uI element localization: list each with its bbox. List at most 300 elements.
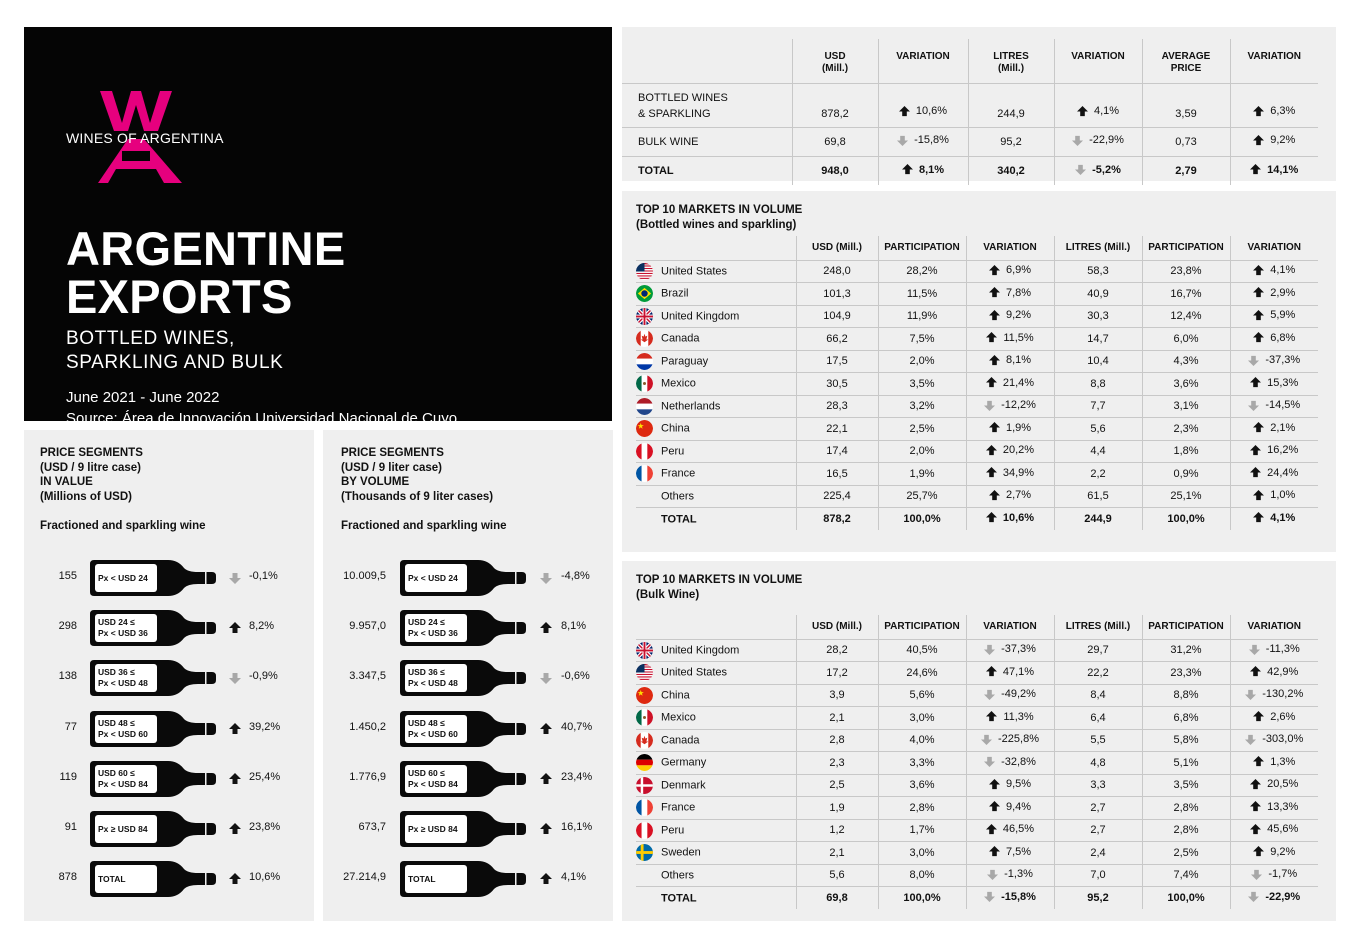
participation-cell: 3,1% <box>1142 395 1230 418</box>
country-name: Others <box>661 490 695 503</box>
variation-value: -22,9% <box>1089 134 1124 147</box>
segment-value: 27.214,9 <box>343 871 386 884</box>
variation <box>902 164 944 176</box>
variation-value: -1,7% <box>1268 868 1298 880</box>
variation <box>1250 801 1298 813</box>
variation-cell <box>1230 774 1318 797</box>
variation-cell <box>966 887 1054 910</box>
variation <box>986 377 1034 389</box>
arrow-down-icon <box>1248 355 1259 366</box>
variation <box>1253 332 1295 344</box>
price-segments-volume-panel <box>323 430 613 921</box>
summary-row <box>622 156 1318 185</box>
variation-cell <box>966 707 1054 730</box>
variation-value: 2,6% <box>1270 710 1296 723</box>
bulk-market-row <box>636 819 1318 842</box>
bottled-market-row <box>636 395 1318 418</box>
arrow-up-icon <box>1253 135 1264 146</box>
segment-variation: 16,1% <box>561 821 593 833</box>
participation-cell: 6,8% <box>1142 707 1230 730</box>
variation <box>1253 846 1295 858</box>
segment-row <box>24 658 314 698</box>
country-name: China <box>661 689 690 702</box>
participation-cell: 7,5% <box>878 328 966 351</box>
bottled-market-row <box>636 328 1318 351</box>
segment-variation: -0,9% <box>249 670 278 683</box>
usd-cell: 2,5 <box>796 774 878 797</box>
variation-value: 9,2% <box>1005 309 1032 321</box>
country-name: United States <box>661 666 728 679</box>
summary-cell: 340,2 <box>968 156 1054 185</box>
variation-value: 45,6% <box>1267 823 1299 835</box>
summary-cell: 2,79 <box>1142 156 1230 185</box>
bottled-market-row <box>636 485 1318 508</box>
segment-label: Px ≥ USD 84 <box>408 823 458 834</box>
arrow-up-icon <box>986 711 997 722</box>
variation <box>1075 164 1121 176</box>
variation-value: 42,9% <box>1267 665 1299 678</box>
summary-row-label: BOTTLED WINES & SPARKLING <box>622 83 792 127</box>
participation-cell: 3,5% <box>878 373 966 396</box>
br-flag-icon <box>636 285 653 302</box>
arrow-down-icon <box>1248 891 1259 902</box>
bulk-market-row <box>636 752 1318 775</box>
variation <box>986 467 1034 479</box>
country-name: Denmark <box>661 779 706 792</box>
variation-value: 2,1% <box>1270 421 1296 434</box>
usd-cell: 17,5 <box>796 350 878 373</box>
segment-row <box>323 709 613 749</box>
litres-cell: 58,3 <box>1054 260 1142 283</box>
variation-value: 6,3% <box>1270 105 1296 117</box>
usd-cell: 3,9 <box>796 684 878 707</box>
title-line-1: ARGENTINE <box>66 222 346 275</box>
variation-cell <box>1230 842 1318 865</box>
variation-value: 6,9% <box>1005 264 1032 276</box>
variation-value: -49,2% <box>1001 688 1036 700</box>
segment-arrow <box>540 872 554 886</box>
participation-cell: 2,8% <box>878 797 966 820</box>
participation-cell: 2,0% <box>878 440 966 463</box>
variation-cell <box>966 684 1054 707</box>
variation-value: 5,9% <box>1270 309 1296 321</box>
summary-variation-cell <box>1054 83 1142 127</box>
country-cell <box>636 662 796 685</box>
participation-cell: 2,8% <box>1142 797 1230 820</box>
arrow-up-icon <box>1253 287 1264 298</box>
arrow-up-icon <box>1253 490 1264 501</box>
variation-cell <box>966 819 1054 842</box>
arrow-up-icon <box>229 622 241 634</box>
pe-flag-icon <box>636 443 653 460</box>
variation-value: 7,8% <box>1005 286 1032 299</box>
variation-value: -12,2% <box>1001 399 1036 411</box>
arrow-down-icon <box>984 689 995 700</box>
arrow-up-icon <box>1250 779 1261 790</box>
mx-flag-icon <box>636 709 653 726</box>
arrow-up-icon <box>1253 846 1264 857</box>
summary-header-cell: VARIATION <box>1230 39 1318 83</box>
segment-variation: -0,1% <box>249 570 278 582</box>
segment-variation: 25,4% <box>249 770 281 783</box>
country-cell <box>636 373 796 396</box>
country-name: United States <box>661 265 728 278</box>
variation-cell <box>966 395 1054 418</box>
summary-variation-cell <box>878 83 968 127</box>
participation-cell: 4,0% <box>878 729 966 752</box>
variation <box>984 399 1036 411</box>
segment-label: TOTAL <box>408 873 436 884</box>
bottled-header-cell: VARIATION <box>966 236 1054 260</box>
participation-cell: 3,6% <box>878 774 966 797</box>
variation-value: 9,2% <box>1270 845 1296 858</box>
segment-arrow <box>229 872 243 886</box>
variation <box>1253 711 1295 723</box>
variation <box>1253 287 1295 299</box>
arrow-down-icon <box>984 644 995 655</box>
segment-arrow <box>540 621 554 635</box>
country-name: Germany <box>661 756 707 769</box>
variation-value: -37,3% <box>1001 643 1036 655</box>
variation-value: -15,8% <box>914 134 949 147</box>
arrow-down-icon <box>1251 869 1262 880</box>
country-cell <box>636 729 796 752</box>
segment-value: 878 <box>58 871 77 884</box>
segment-label: USD 24 ≤ Px < USD 36 <box>98 617 148 639</box>
usd-cell: 2,1 <box>796 842 878 865</box>
participation-cell: 2,5% <box>1142 842 1230 865</box>
segment-label: Px < USD 24 <box>408 572 458 583</box>
bottled-header-cell <box>636 236 796 260</box>
bulk-market-row <box>636 864 1318 887</box>
arrow-up-icon <box>540 723 552 735</box>
bulk-header-cell: VARIATION <box>1230 615 1318 639</box>
usd-cell: 28,2 <box>796 639 878 662</box>
summary-variation-cell <box>878 127 968 156</box>
arrow-down-icon <box>984 756 995 767</box>
participation-cell: 100,0% <box>1142 508 1230 531</box>
participation-cell: 0,9% <box>1142 463 1230 486</box>
litres-cell: 22,2 <box>1054 662 1142 685</box>
variation-value: 21,4% <box>1002 376 1035 389</box>
variation-value: -11,3% <box>1265 643 1300 655</box>
variation <box>1248 399 1300 411</box>
variation-cell <box>966 463 1054 486</box>
variation-value: -32,8% <box>1001 755 1036 768</box>
segment-arrow <box>229 571 243 585</box>
variation <box>987 868 1033 880</box>
summary-variation-cell <box>1054 156 1142 185</box>
variation-cell <box>1230 260 1318 283</box>
country-name: Sweden <box>661 846 701 859</box>
country-name: Others <box>661 869 695 882</box>
variation-cell <box>966 797 1054 820</box>
arrow-up-icon <box>989 801 1000 812</box>
usd-cell: 2,1 <box>796 707 878 730</box>
bulk-market-row <box>636 662 1318 685</box>
arrow-up-icon <box>989 287 1000 298</box>
bulk-market-row <box>636 842 1318 865</box>
variation <box>989 264 1031 276</box>
arrow-up-icon <box>1253 310 1264 321</box>
segment-row <box>24 608 314 648</box>
participation-cell: 100,0% <box>878 508 966 531</box>
segment-value: 1.776,9 <box>349 770 386 783</box>
variation-value: 9,4% <box>1005 800 1032 813</box>
variation-cell <box>1230 305 1318 328</box>
variation <box>986 444 1034 456</box>
bottled-market-row <box>636 373 1318 396</box>
bulk-markets-title: TOP 10 MARKETS IN VOLUME (Bulk Wine) <box>636 574 803 601</box>
arrow-up-icon <box>1250 467 1261 478</box>
variation-value: -37,3% <box>1265 354 1301 366</box>
variation-cell <box>966 373 1054 396</box>
variation-cell <box>1230 887 1318 910</box>
arrow-up-icon <box>229 773 241 785</box>
summary-cell: 69,8 <box>792 127 878 156</box>
arrow-down-icon <box>1245 734 1256 745</box>
litres-cell: 6,4 <box>1054 707 1142 730</box>
usd-cell: 17,2 <box>796 662 878 685</box>
arrow-up-icon <box>229 873 241 885</box>
country-cell <box>636 508 796 531</box>
variation-cell <box>966 774 1054 797</box>
variation <box>897 134 949 146</box>
arrow-up-icon <box>1253 422 1264 433</box>
variation <box>1072 134 1124 146</box>
bottled-market-row <box>636 440 1318 463</box>
usd-cell: 17,4 <box>796 440 878 463</box>
participation-cell: 6,0% <box>1142 328 1230 351</box>
brand-name: WINES OF ARGENTINA <box>66 130 224 146</box>
litres-cell: 8,4 <box>1054 684 1142 707</box>
price-segments-value-panel <box>24 430 314 921</box>
bottled-market-row <box>636 283 1318 306</box>
variation-cell <box>966 485 1054 508</box>
variation-value: -130,2% <box>1262 688 1304 700</box>
arrow-up-icon <box>989 490 1000 501</box>
bulk-market-row <box>636 639 1318 662</box>
arrow-down-icon <box>981 734 992 745</box>
segment-label: Px ≥ USD 84 <box>98 823 148 834</box>
segment-label: USD 48 ≤ Px < USD 60 <box>98 717 148 739</box>
arrow-up-icon <box>1250 824 1261 835</box>
variation <box>1253 422 1295 434</box>
arrow-up-icon <box>1250 377 1261 388</box>
bottled-total-row <box>636 508 1318 531</box>
usd-cell: 5,6 <box>796 864 878 887</box>
variation-cell <box>1230 508 1318 531</box>
participation-cell: 5,6% <box>878 684 966 707</box>
summary-panel <box>622 27 1336 181</box>
variation <box>1253 512 1295 524</box>
participation-cell: 3,5% <box>1142 774 1230 797</box>
arrow-up-icon <box>986 666 997 677</box>
variation-value: 4,1% <box>1270 264 1296 276</box>
segment-value: 673,7 <box>358 821 386 833</box>
summary-header-cell: VARIATION <box>1054 39 1142 83</box>
litres-cell: 244,9 <box>1054 508 1142 531</box>
variation-value: 6,8% <box>1270 331 1296 344</box>
usd-cell: 1,2 <box>796 819 878 842</box>
variation <box>899 105 947 117</box>
variation-value: 9,5% <box>1005 778 1032 790</box>
arrow-up-icon <box>229 823 241 835</box>
variation-cell <box>1230 328 1318 351</box>
arrow-up-icon <box>989 265 1000 276</box>
country-cell <box>636 774 796 797</box>
variation-cell <box>966 752 1054 775</box>
variation <box>1248 354 1300 366</box>
variation-value: 8,1% <box>1005 354 1032 366</box>
arrow-up-icon <box>540 873 552 885</box>
summary-header-cell <box>622 39 792 83</box>
country-name: Mexico <box>661 711 696 724</box>
participation-cell: 24,6% <box>878 662 966 685</box>
summary-row-label: TOTAL <box>638 164 674 177</box>
country-name: Netherlands <box>661 400 721 413</box>
arrow-down-icon <box>984 400 995 411</box>
participation-cell: 1,7% <box>878 819 966 842</box>
bottled-markets-panel <box>622 191 1336 552</box>
variation-cell <box>966 508 1054 531</box>
arrow-up-icon <box>1250 801 1261 812</box>
bottled-header-cell: PARTICIPATION <box>1142 236 1230 260</box>
variation <box>1253 309 1295 321</box>
segment-row <box>24 859 314 899</box>
variation <box>1250 377 1298 389</box>
variation-cell <box>1230 864 1318 887</box>
variation-cell <box>966 260 1054 283</box>
litres-cell: 5,6 <box>1054 418 1142 441</box>
bottled-market-row <box>636 463 1318 486</box>
usd-cell: 2,8 <box>796 729 878 752</box>
litres-cell: 7,7 <box>1054 395 1142 418</box>
arrow-up-icon <box>986 467 997 478</box>
segment-variation: 40,7% <box>561 720 593 733</box>
subtitle-line-2: SPARKLING AND BULK <box>66 352 284 373</box>
variation-value: -14,5% <box>1265 399 1301 411</box>
bulk-header-cell: USD (Mill.) <box>796 615 878 639</box>
bulk-markets-table <box>636 615 1318 909</box>
arrow-down-icon <box>540 572 552 584</box>
variation-cell <box>1230 373 1318 396</box>
summary-cell: 95,2 <box>968 127 1054 156</box>
participation-cell: 25,7% <box>878 485 966 508</box>
variation-cell <box>1230 729 1318 752</box>
variation-value: -15,8% <box>1001 890 1036 903</box>
usd-cell: 66,2 <box>796 328 878 351</box>
bulk-markets-panel <box>622 561 1336 921</box>
segment-value: 91 <box>64 821 77 833</box>
segment-value: 10.009,5 <box>343 570 386 582</box>
variation-cell <box>966 864 1054 887</box>
country-cell <box>636 752 796 775</box>
participation-cell: 3,0% <box>878 842 966 865</box>
bulk-market-row <box>636 684 1318 707</box>
variation-value: 9,2% <box>1270 134 1296 147</box>
country-name: United Kingdom <box>661 644 740 657</box>
fr-flag-icon <box>636 799 653 816</box>
arrow-up-icon <box>1253 106 1264 117</box>
variation-value: 46,5% <box>1002 823 1035 835</box>
country-cell <box>636 260 796 283</box>
summary-row <box>622 83 1318 127</box>
segment-row <box>323 809 613 849</box>
se-flag-icon <box>636 844 653 861</box>
participation-cell: 5,8% <box>1142 729 1230 752</box>
segment-variation: 39,2% <box>249 720 281 733</box>
variation <box>989 309 1031 321</box>
variation-cell <box>1230 684 1318 707</box>
variation-value: 13,3% <box>1267 800 1299 813</box>
value-segments-heading: PRICE SEGMENTS (USD / 9 litre case) IN VALUE (Millions of USD) <box>40 447 143 503</box>
variation <box>1253 105 1295 117</box>
segment-label: TOTAL <box>98 873 126 884</box>
country-name: United Kingdom <box>661 310 740 323</box>
arrow-up-icon <box>986 824 997 835</box>
variation-cell <box>966 283 1054 306</box>
variation-value: -5,2% <box>1092 163 1121 176</box>
participation-cell: 1,8% <box>1142 440 1230 463</box>
segment-row <box>24 809 314 849</box>
segment-variation: 10,6% <box>249 871 281 884</box>
page-title <box>66 222 346 323</box>
bulk-header-cell: LITRES (Mill.) <box>1054 615 1142 639</box>
variation-value: 24,4% <box>1267 466 1299 479</box>
country-name: Brazil <box>661 287 689 300</box>
country-name: Mexico <box>661 377 696 390</box>
country-name: Paraguay <box>661 355 709 368</box>
variation <box>989 287 1031 299</box>
arrow-down-icon <box>1075 164 1086 175</box>
variation <box>1253 756 1295 768</box>
participation-cell: 3,0% <box>878 707 966 730</box>
bottled-market-row <box>636 260 1318 283</box>
segment-row <box>24 558 314 598</box>
segment-arrow <box>229 722 243 736</box>
variation-value: -22,9% <box>1265 890 1301 903</box>
variation-value: 4,1% <box>1093 105 1120 117</box>
arrow-down-icon <box>1248 400 1259 411</box>
arrow-up-icon <box>1250 666 1261 677</box>
bottled-header-cell: PARTICIPATION <box>878 236 966 260</box>
page-subtitle <box>66 327 283 375</box>
variation <box>1249 643 1300 655</box>
litres-cell: 30,3 <box>1054 305 1142 328</box>
variation-value: 20,2% <box>1002 444 1035 456</box>
variation-value: 2,9% <box>1270 286 1296 299</box>
variation-cell <box>1230 639 1318 662</box>
usd-cell: 16,5 <box>796 463 878 486</box>
arrow-up-icon <box>1253 332 1264 343</box>
cn-flag-icon <box>636 687 653 704</box>
segment-variation: 23,8% <box>249 821 281 833</box>
de-flag-icon <box>636 754 653 771</box>
summary-header-cell: LITRES (Mill.) <box>968 39 1054 83</box>
variation <box>989 846 1031 858</box>
summary-variation-cell <box>1230 83 1318 127</box>
bulk-market-row <box>636 774 1318 797</box>
arrow-up-icon <box>989 779 1000 790</box>
segment-value: 138 <box>58 670 77 683</box>
value-segments-subheading: Fractioned and sparkling wine <box>40 520 206 532</box>
usd-cell: 28,3 <box>796 395 878 418</box>
variation <box>989 801 1031 813</box>
variation-value: 1,3% <box>1270 755 1296 768</box>
variation-value: -303,0% <box>1262 733 1304 745</box>
usd-cell: 248,0 <box>796 260 878 283</box>
